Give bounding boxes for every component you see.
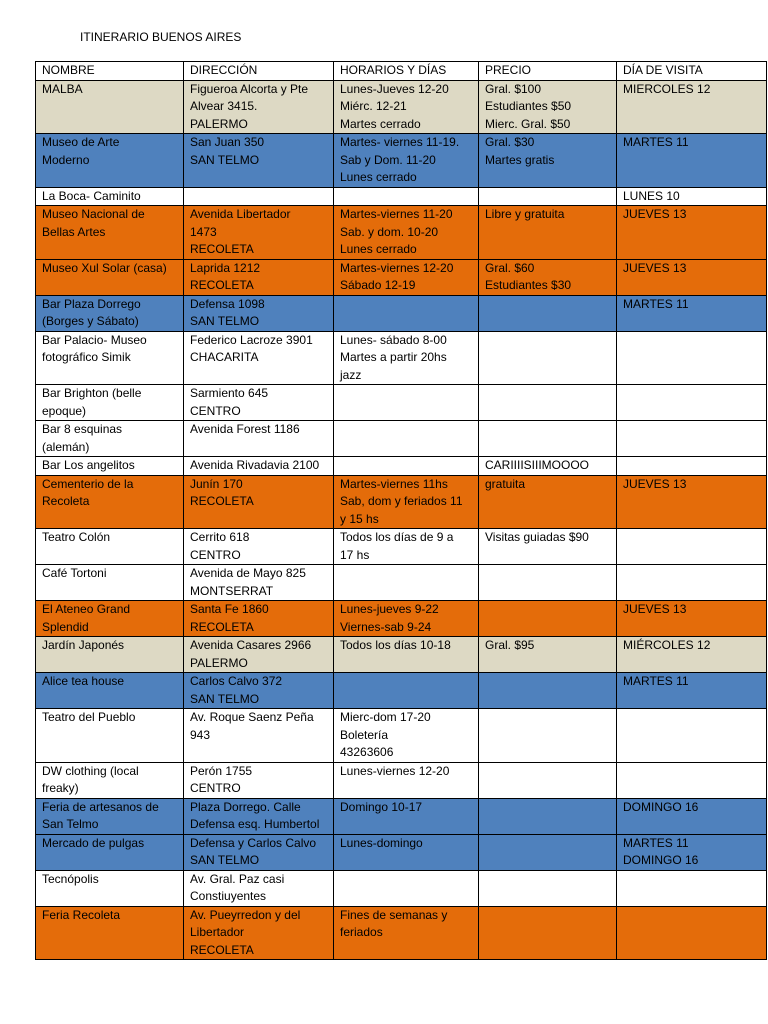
cell-nombre: Teatro Colón xyxy=(36,529,184,565)
cell-dia: JUEVES 13 xyxy=(617,259,767,295)
cell-precio: CARIIIISIIIMOOOO xyxy=(479,457,617,476)
cell-direccion xyxy=(184,187,334,206)
table-row xyxy=(36,134,767,188)
cell-direccion: Figueroa Alcorta y Pte Alvear 3415. PALERMO xyxy=(184,80,334,134)
cell-precio: Gral. $95 xyxy=(479,637,617,673)
cell-precio xyxy=(479,187,617,206)
cell-direccion: Sarmiento 645 CENTRO xyxy=(184,385,334,421)
cell-precio xyxy=(479,331,617,385)
cell-precio xyxy=(479,601,617,637)
cell-horarios: Martes- viernes 11-19. Sab y Dom. 11-20 Lunes cerrado xyxy=(334,134,479,188)
cell-nombre: Museo Xul Solar (casa) xyxy=(36,259,184,295)
table-row xyxy=(36,709,767,763)
cell-horarios xyxy=(334,385,479,421)
table-row xyxy=(36,80,767,134)
table-row xyxy=(36,529,767,565)
cell-horarios: Martes-viernes 11hs Sab, dom y feriados 11 y 15 hs xyxy=(334,475,479,529)
cell-precio xyxy=(479,709,617,763)
cell-precio xyxy=(479,673,617,709)
cell-precio: Gral. $100 Estudiantes $50 Mierc. Gral. $50 xyxy=(479,80,617,134)
cell-precio: gratuita xyxy=(479,475,617,529)
cell-nombre: Bar Los angelitos xyxy=(36,457,184,476)
table-row xyxy=(36,259,767,295)
cell-dia: MARTES 11 xyxy=(617,295,767,331)
cell-direccion: San Juan 350 SAN TELMO xyxy=(184,134,334,188)
cell-nombre: Feria Recoleta xyxy=(36,906,184,960)
cell-precio xyxy=(479,565,617,601)
cell-precio: Gral. $60 Estudiantes $30 xyxy=(479,259,617,295)
cell-direccion: Federico Lacroze 3901 CHACARITA xyxy=(184,331,334,385)
table-row xyxy=(36,187,767,206)
itinerary-table xyxy=(35,61,767,960)
table-row xyxy=(36,798,767,834)
table-row xyxy=(36,601,767,637)
table-row xyxy=(36,331,767,385)
cell-direccion: Av. Pueyrredon y del Libertador RECOLETA xyxy=(184,906,334,960)
header-horarios: HORARIOS Y DÍAS xyxy=(334,62,479,81)
cell-dia xyxy=(617,565,767,601)
cell-dia: JUEVES 13 xyxy=(617,206,767,260)
cell-horarios xyxy=(334,673,479,709)
cell-nombre: Bar Plaza Dorrego (Borges y Sábato) xyxy=(36,295,184,331)
cell-precio xyxy=(479,870,617,906)
cell-nombre: Café Tortoni xyxy=(36,565,184,601)
cell-horarios: Lunes-jueves 9-22 Viernes-sab 9-24 xyxy=(334,601,479,637)
table-row xyxy=(36,673,767,709)
cell-nombre: Feria de artesanos de San Telmo xyxy=(36,798,184,834)
cell-dia xyxy=(617,421,767,457)
cell-dia xyxy=(617,762,767,798)
table-row xyxy=(36,475,767,529)
cell-horarios: Lunes-domingo xyxy=(334,834,479,870)
cell-precio: Visitas guiadas $90 xyxy=(479,529,617,565)
table-row xyxy=(36,295,767,331)
cell-nombre: DW clothing (local freaky) xyxy=(36,762,184,798)
cell-nombre: Museo Nacional de Bellas Artes xyxy=(36,206,184,260)
cell-dia: MARTES 11 xyxy=(617,673,767,709)
cell-dia: JUEVES 13 xyxy=(617,601,767,637)
cell-horarios: Lunes- sábado 8-00 Martes a partir 20hs jazz xyxy=(334,331,479,385)
header-direccion: DIRECCIÓN xyxy=(184,62,334,81)
cell-horarios: Fines de semanas y feriados xyxy=(334,906,479,960)
cell-horarios: Domingo 10-17 xyxy=(334,798,479,834)
cell-horarios: Lunes-Jueves 12-20 Miérc. 12-21 Martes cerrado xyxy=(334,80,479,134)
cell-nombre: El Ateneo Grand Splendid xyxy=(36,601,184,637)
cell-nombre: Mercado de pulgas xyxy=(36,834,184,870)
cell-nombre: Teatro del Pueblo xyxy=(36,709,184,763)
cell-precio xyxy=(479,295,617,331)
table-row xyxy=(36,906,767,960)
table-row xyxy=(36,206,767,260)
cell-nombre: Cementerio de la Recoleta xyxy=(36,475,184,529)
cell-horarios: Martes-viernes 11-20 Sab. y dom. 10-20 Lunes cerrado xyxy=(334,206,479,260)
cell-horarios xyxy=(334,870,479,906)
cell-direccion: Avenida Libertador 1473 RECOLETA xyxy=(184,206,334,260)
document-title: ITINERARIO BUENOS AIRES xyxy=(80,30,242,44)
cell-dia xyxy=(617,906,767,960)
cell-dia xyxy=(617,331,767,385)
cell-precio xyxy=(479,906,617,960)
cell-horarios: Todos los días 10-18 xyxy=(334,637,479,673)
cell-nombre: Bar 8 esquinas (alemán) xyxy=(36,421,184,457)
cell-direccion: Av. Gral. Paz casi Constiuyentes xyxy=(184,870,334,906)
table-row xyxy=(36,565,767,601)
cell-dia xyxy=(617,385,767,421)
cell-dia xyxy=(617,457,767,476)
cell-nombre: Bar Brighton (belle epoque) xyxy=(36,385,184,421)
cell-direccion: Santa Fe 1860 RECOLETA xyxy=(184,601,334,637)
cell-precio xyxy=(479,834,617,870)
cell-nombre: Alice tea house xyxy=(36,673,184,709)
table-row xyxy=(36,385,767,421)
cell-horarios xyxy=(334,457,479,476)
cell-direccion: Avenida Rivadavia 2100 xyxy=(184,457,334,476)
cell-dia xyxy=(617,870,767,906)
cell-dia: MIERCOLES 12 xyxy=(617,80,767,134)
cell-direccion: Plaza Dorrego. Calle Defensa esq. Humbertol xyxy=(184,798,334,834)
cell-direccion: Avenida Casares 2966 PALERMO xyxy=(184,637,334,673)
cell-direccion: Perón 1755 CENTRO xyxy=(184,762,334,798)
table-row xyxy=(36,834,767,870)
cell-direccion: Avenida de Mayo 825 MONTSERRAT xyxy=(184,565,334,601)
cell-direccion: Cerrito 618 CENTRO xyxy=(184,529,334,565)
cell-precio xyxy=(479,385,617,421)
table-row xyxy=(36,457,767,476)
cell-horarios xyxy=(334,187,479,206)
cell-nombre: Tecnópolis xyxy=(36,870,184,906)
cell-direccion: Avenida Forest 1186 xyxy=(184,421,334,457)
cell-precio: Gral. $30 Martes gratis xyxy=(479,134,617,188)
cell-direccion: Defensa y Carlos Calvo SAN TELMO xyxy=(184,834,334,870)
cell-horarios: Mierc-dom 17-20 Boletería 43263606 xyxy=(334,709,479,763)
cell-dia: DOMINGO 16 xyxy=(617,798,767,834)
cell-direccion: Carlos Calvo 372 SAN TELMO xyxy=(184,673,334,709)
cell-dia xyxy=(617,709,767,763)
table-body xyxy=(36,80,767,960)
table-header-row xyxy=(36,62,767,81)
table-row xyxy=(36,637,767,673)
cell-horarios: Lunes-viernes 12-20 xyxy=(334,762,479,798)
cell-precio xyxy=(479,421,617,457)
cell-direccion: Junín 170 RECOLETA xyxy=(184,475,334,529)
cell-dia: MARTES 11 DOMINGO 16 xyxy=(617,834,767,870)
cell-direccion: Av. Roque Saenz Peña 943 xyxy=(184,709,334,763)
header-nombre: NOMBRE xyxy=(36,62,184,81)
cell-horarios: Martes-viernes 12-20 Sábado 12-19 xyxy=(334,259,479,295)
header-precio: PRECIO xyxy=(479,62,617,81)
cell-nombre: La Boca- Caminito xyxy=(36,187,184,206)
cell-direccion: Defensa 1098 SAN TELMO xyxy=(184,295,334,331)
table-row xyxy=(36,421,767,457)
header-dia-visita: DÍA DE VISITA xyxy=(617,62,767,81)
cell-nombre: Museo de Arte Moderno xyxy=(36,134,184,188)
cell-dia: MIÉRCOLES 12 xyxy=(617,637,767,673)
cell-dia: JUEVES 13 xyxy=(617,475,767,529)
cell-nombre: Jardín Japonés xyxy=(36,637,184,673)
table-row xyxy=(36,762,767,798)
table-row xyxy=(36,870,767,906)
cell-precio: Libre y gratuita xyxy=(479,206,617,260)
cell-dia xyxy=(617,529,767,565)
cell-precio xyxy=(479,798,617,834)
cell-nombre: MALBA xyxy=(36,80,184,134)
cell-nombre: Bar Palacio- Museo fotográfico Simik xyxy=(36,331,184,385)
cell-horarios xyxy=(334,295,479,331)
cell-dia: LUNES 10 xyxy=(617,187,767,206)
cell-horarios xyxy=(334,565,479,601)
cell-precio xyxy=(479,762,617,798)
cell-horarios xyxy=(334,421,479,457)
cell-horarios: Todos los días de 9 a 17 hs xyxy=(334,529,479,565)
cell-dia: MARTES 11 xyxy=(617,134,767,188)
cell-direccion: Laprida 1212 RECOLETA xyxy=(184,259,334,295)
